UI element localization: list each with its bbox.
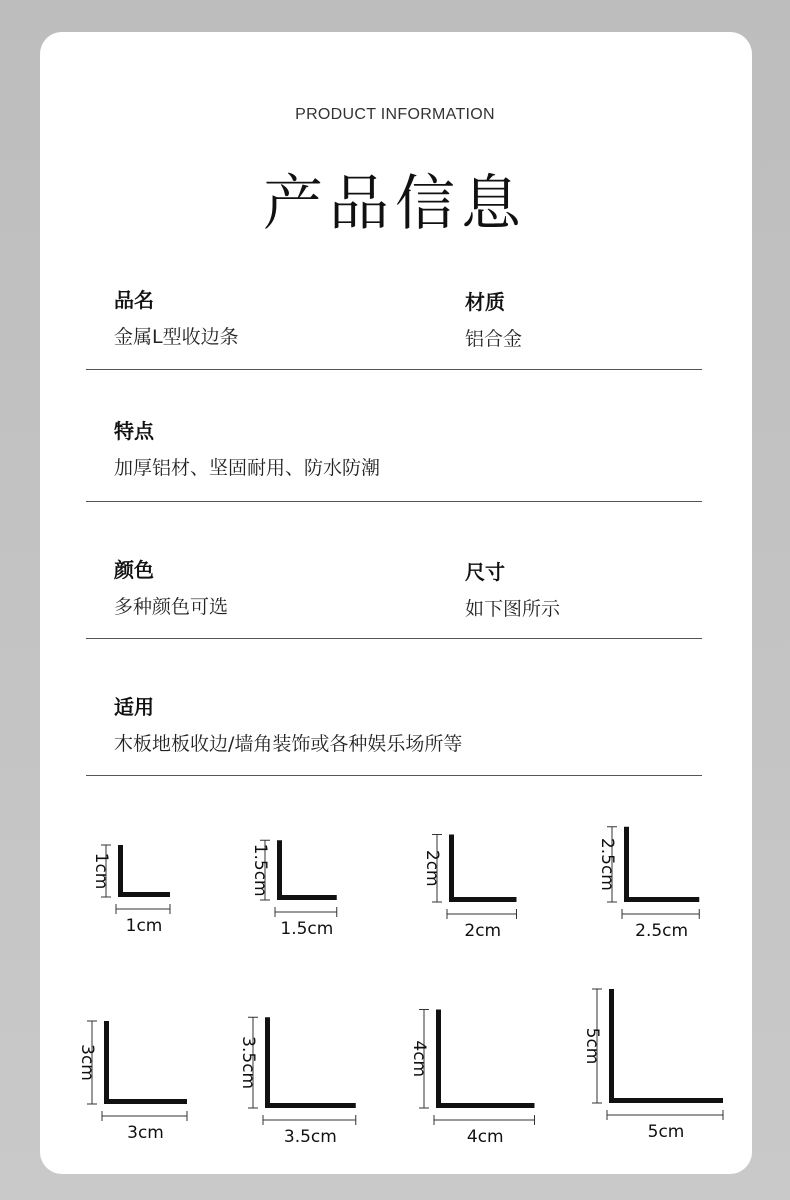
dimension-label-vertical: 2cm [422, 849, 442, 887]
l-profile-horizontal-leg [118, 892, 170, 897]
dimension-label-horizontal: 2cm [464, 921, 502, 941]
material-value: 铝合金 [465, 328, 523, 350]
color-label: 颜色 [114, 558, 154, 582]
l-profile-vertical-leg [624, 827, 629, 902]
l-profile-horizontal-leg [449, 897, 517, 902]
material-label: 材质 [465, 290, 505, 314]
l-profile-horizontal-leg [436, 1103, 535, 1108]
l-profile-vertical-leg [436, 1010, 441, 1109]
color-value: 多种颜色可选 [114, 596, 229, 618]
l-profile-vertical-leg [265, 1017, 270, 1108]
l-profile-vertical-leg [118, 845, 123, 897]
l-profile-horizontal-leg [624, 897, 699, 902]
dimension-label-vertical: 1cm [91, 852, 111, 890]
l-profile-horizontal-leg [265, 1103, 356, 1108]
dimension-label-vertical: 2.5cm [597, 837, 617, 891]
dimension-label-vertical: 3.5cm [238, 1036, 258, 1090]
page-subtitle: PRODUCT INFORMATION [295, 106, 495, 123]
l-profile-horizontal-leg [277, 895, 337, 900]
size-value: 如下图所示 [465, 598, 561, 620]
l-profile-horizontal-leg [609, 1098, 723, 1103]
dimension-label-vertical: 5cm [582, 1027, 602, 1065]
l-profile-vertical-leg [104, 1021, 109, 1104]
dimension-label-horizontal: 1cm [125, 916, 163, 936]
size-label: 尺寸 [465, 560, 505, 584]
dimension-label-horizontal: 3cm [127, 1123, 164, 1143]
l-profile-horizontal-leg [104, 1099, 187, 1104]
dimension-label-vertical: 4cm [409, 1040, 429, 1078]
dimension-label-horizontal: 3.5cm [283, 1127, 337, 1147]
dimension-label-horizontal: 2.5cm [635, 921, 689, 941]
l-profile-vertical-leg [277, 840, 282, 900]
features-value: 加厚铝材、坚固耐用、防水防潮 [114, 457, 381, 479]
name-value: 金属L型收边条 [114, 326, 239, 348]
page-title: 产品信息 [263, 169, 527, 239]
l-profile-vertical-leg [449, 835, 454, 903]
dimension-label-horizontal: 4cm [466, 1127, 504, 1147]
l-profile-vertical-leg [609, 989, 614, 1103]
dimension-label-horizontal: 1.5cm [280, 919, 334, 939]
dimension-label-vertical: 3cm [77, 1044, 97, 1081]
name-label: 品名 [114, 288, 154, 312]
dimension-label-horizontal: 5cm [647, 1122, 685, 1142]
features-label: 特点 [114, 419, 154, 443]
dimension-label-vertical: 1.5cm [250, 843, 270, 897]
usage-value: 木板地板收边/墙角装饰或各种娱乐场所等 [114, 733, 463, 755]
usage-label: 适用 [114, 695, 154, 719]
